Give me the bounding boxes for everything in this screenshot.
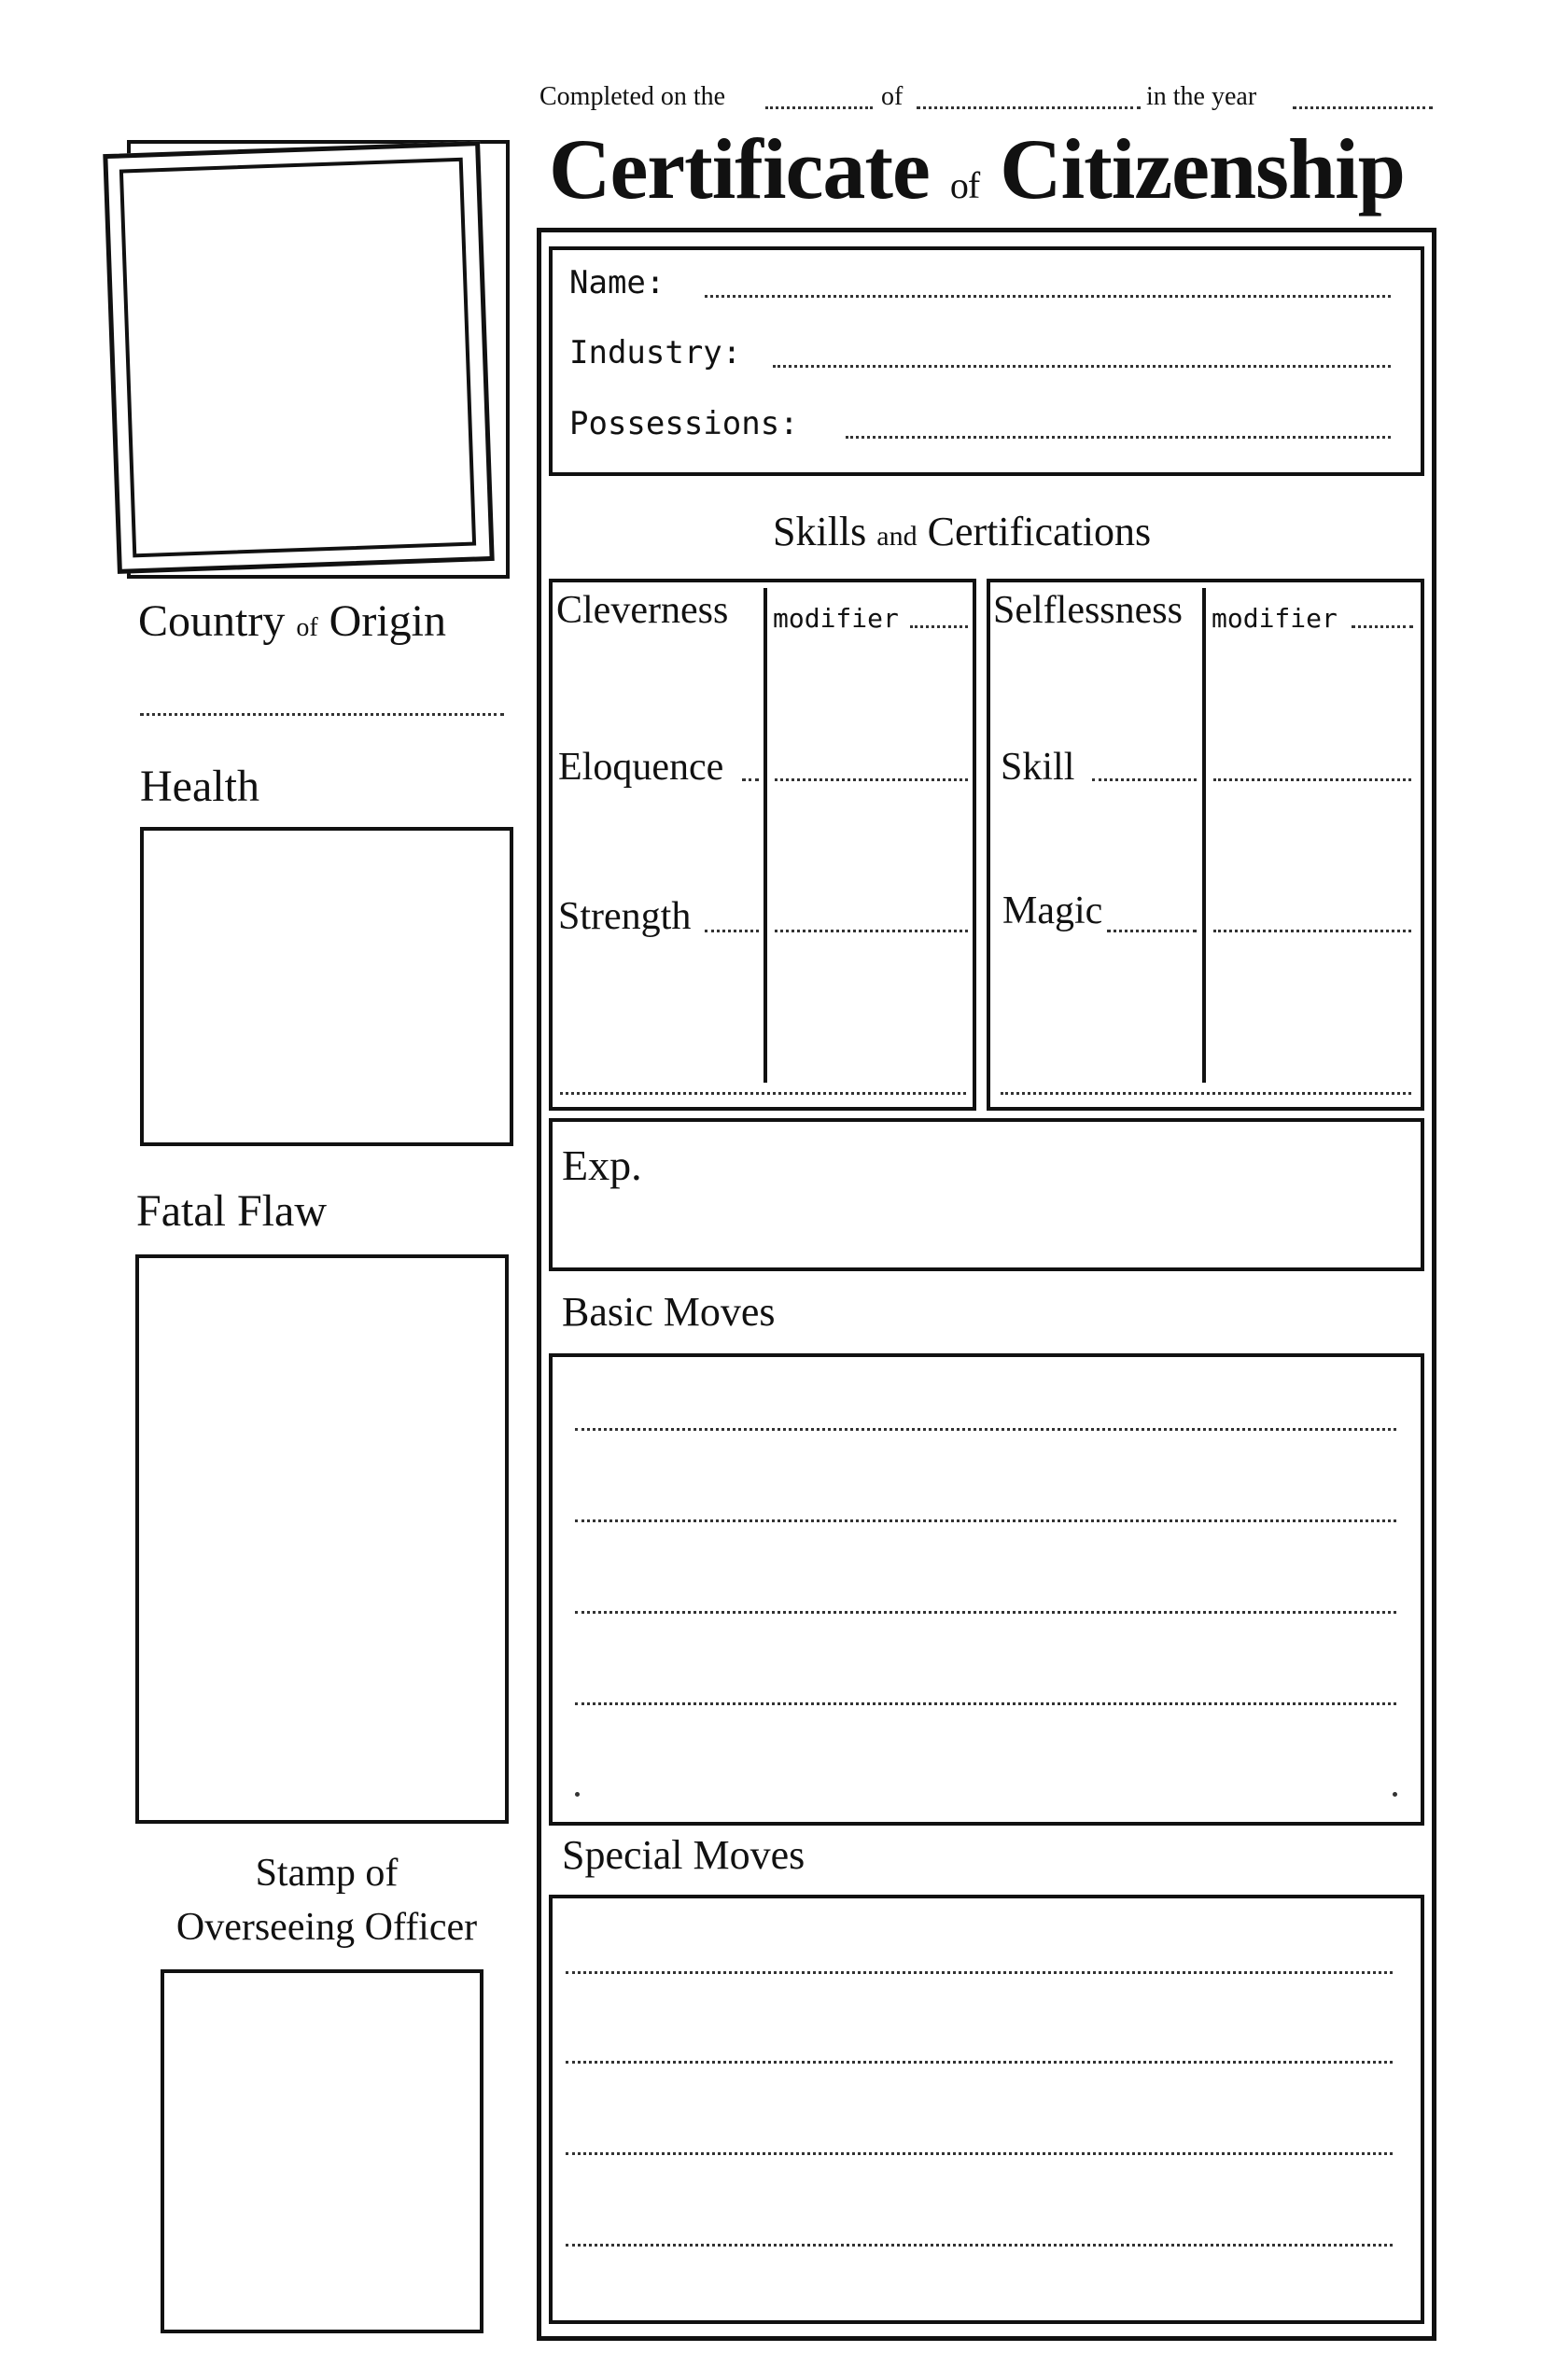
fatal-flaw-label: Fatal Flaw	[136, 1186, 327, 1236]
country-of-origin-label	[138, 595, 446, 647]
cleverness-modifier-field[interactable]	[910, 625, 968, 628]
title-of: of	[949, 164, 980, 206]
photo-area[interactable]	[119, 158, 476, 558]
special-move-line[interactable]	[566, 1971, 1393, 1974]
basic-move-line[interactable]	[575, 1428, 1396, 1431]
fatal-flaw-box[interactable]	[135, 1254, 509, 1824]
eloquence-modifier-field[interactable]	[775, 778, 968, 781]
basic-move-end-dot	[575, 1792, 580, 1797]
title-citizenship: Citizenship	[1000, 121, 1405, 217]
right-modifier-label: modifier	[1212, 603, 1338, 634]
skills-left-divider	[763, 588, 767, 1083]
eloquence-value-field[interactable]	[742, 778, 759, 781]
special-move-line[interactable]	[566, 2244, 1393, 2247]
basic-moves-label: Basic Moves	[562, 1289, 776, 1335]
right-panel-bottom-field[interactable]	[1001, 1092, 1411, 1095]
basic-move-line[interactable]	[575, 1611, 1396, 1614]
special-moves-box	[549, 1895, 1424, 2324]
industry-field[interactable]	[773, 365, 1391, 368]
completed-of: of	[881, 82, 904, 111]
stamp-box[interactable]	[161, 1969, 483, 2333]
origin-word: Origin	[329, 596, 446, 646]
name-field[interactable]	[705, 295, 1391, 298]
skill-modifier-field[interactable]	[1213, 778, 1411, 781]
left-modifier-label: modifier	[773, 603, 899, 634]
skill-label: Skill	[1001, 746, 1075, 789]
skills-heading	[773, 508, 1151, 555]
skill-value-field[interactable]	[1092, 778, 1197, 781]
skills-word: Skills	[773, 509, 867, 554]
photo-frame-front	[103, 141, 494, 574]
special-move-line[interactable]	[566, 2152, 1393, 2155]
page-title	[549, 119, 1405, 218]
strength-label: Strength	[558, 895, 692, 938]
month-field[interactable]	[917, 106, 1141, 109]
possessions-label: Possessions:	[569, 405, 799, 442]
magic-modifier-field[interactable]	[1213, 930, 1411, 932]
basic-move-end-dot	[1393, 1792, 1397, 1797]
year-field[interactable]	[1293, 106, 1433, 109]
cleverness-label: Cleverness	[556, 589, 729, 632]
selflessness-modifier-field[interactable]	[1352, 625, 1413, 628]
left-panel-bottom-field[interactable]	[560, 1092, 966, 1095]
country-word: Country	[138, 596, 286, 646]
title-certificate: Certificate	[549, 121, 930, 217]
basic-move-line[interactable]	[575, 1702, 1396, 1705]
skills-and-word: and	[876, 521, 918, 552]
magic-label: Magic	[1002, 889, 1103, 932]
stamp-label-line1: Stamp of	[255, 1852, 399, 1895]
skills-panel-left	[549, 579, 976, 1111]
basic-moves-box	[549, 1353, 1424, 1826]
special-moves-label: Special Moves	[562, 1832, 806, 1878]
skills-right-divider	[1202, 588, 1206, 1083]
name-label: Name:	[569, 264, 665, 301]
health-label: Health	[140, 762, 259, 811]
country-of-word: of	[296, 613, 318, 642]
stamp-label	[149, 1846, 504, 1954]
exp-box[interactable]	[549, 1118, 1424, 1271]
magic-value-field[interactable]	[1107, 930, 1197, 932]
completed-on-line	[539, 82, 725, 112]
eloquence-label: Eloquence	[558, 746, 724, 789]
strength-value-field[interactable]	[705, 930, 759, 932]
selflessness-label: Selflessness	[993, 589, 1183, 632]
certifications-word: Certifications	[927, 509, 1152, 554]
industry-label: Industry:	[569, 334, 742, 371]
completed-year: in the year	[1146, 82, 1257, 111]
health-box[interactable]	[140, 827, 513, 1146]
basic-move-line[interactable]	[575, 1519, 1396, 1522]
special-move-line[interactable]	[566, 2061, 1393, 2064]
day-field[interactable]	[765, 106, 873, 109]
completed-prefix: Completed on the	[539, 82, 726, 111]
strength-modifier-field[interactable]	[775, 930, 968, 932]
stamp-label-line2: Overseeing Officer	[175, 1906, 478, 1949]
exp-label: Exp.	[562, 1141, 642, 1189]
country-of-origin-field[interactable]	[140, 713, 504, 716]
possessions-field[interactable]	[846, 436, 1391, 439]
